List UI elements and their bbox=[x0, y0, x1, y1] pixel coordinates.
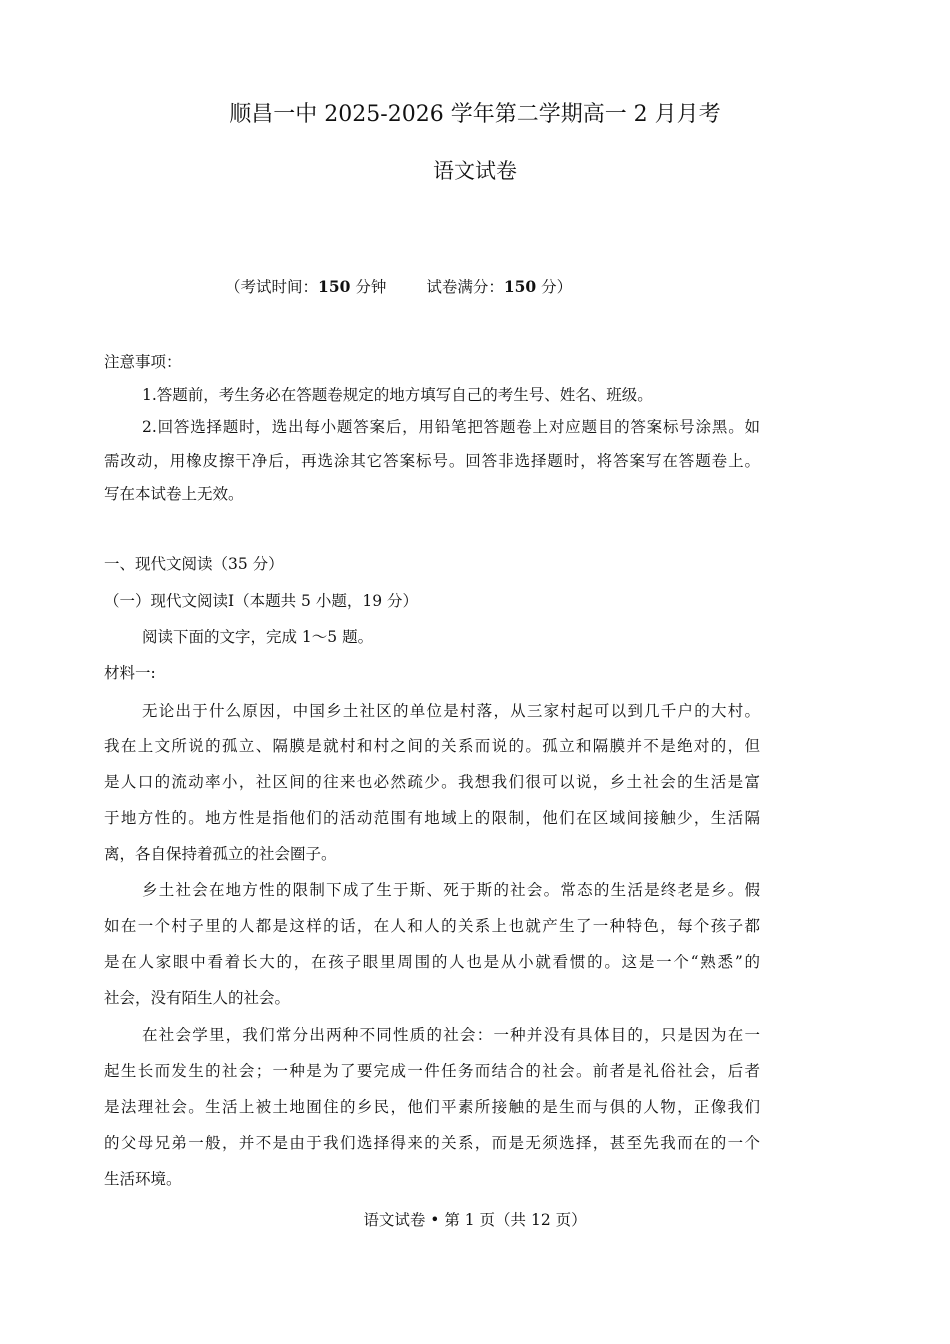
passage-p2-line-4: 社会，没有陌生人的社会。 bbox=[104, 989, 291, 1007]
passage-p3-line-1: 在社会学里，我们常分出两种不同性质的社会：一种并没有具体目的，只是因为在一 bbox=[142, 1026, 760, 1044]
passage-p3-line-5: 生活环境。 bbox=[104, 1170, 182, 1188]
score-label: 试卷满分： bbox=[426, 278, 504, 296]
time-label: 考试时间： bbox=[240, 278, 319, 296]
exam-title: 顺昌一中 2025-2026 学年第二学期高一 2 月月考 bbox=[229, 102, 721, 127]
passage-p3-line-4: 的父母兄弟一般，并不是由于我们选择得来的关系，而是无须选择，甚至先我而在的一个 bbox=[104, 1134, 760, 1152]
score-value: 150 bbox=[503, 277, 537, 296]
time-value: 150 bbox=[318, 277, 351, 296]
notice-item-2-line-3: 写在本试卷上无效。 bbox=[104, 485, 244, 503]
sub-section-heading: （一）现代文阅读Ⅰ（本题共 5 小题，19 分） bbox=[104, 592, 418, 610]
time-unit: 分钟 bbox=[350, 278, 387, 296]
passage-p3-line-3: 是法理社会。生活上被土地囿住的乡民，他们平素所接触的是生而与俱的人物，正像我们 bbox=[104, 1098, 760, 1116]
instruction-text: 阅读下面的文字，完成 1～5 题。 bbox=[142, 628, 374, 646]
notice-heading: 注意事项： bbox=[104, 353, 182, 371]
passage-p1-line-4: 于地方性的。地方性是指他们的活动范围有地域上的限制，他们在区域间接触少，生活隔 bbox=[104, 809, 760, 827]
exam-info bbox=[225, 275, 572, 297]
exam-info-open: （ bbox=[225, 278, 241, 296]
passage-p2-line-1: 乡土社会在地方性的限制下成了生于斯、死于斯的社会。常态的生活是终老是乡。假 bbox=[142, 881, 760, 899]
notice-item-2-line-1: 2.回答选择题时，选出每小题答案后，用铅笔把答题卷上对应题目的答案标号涂黑。如 bbox=[142, 418, 760, 436]
notice-item-2-line-2: 需改动，用橡皮擦干净后，再选涂其它答案标号。回答非选择题时，将答案写在答题卷上。 bbox=[104, 452, 760, 470]
passage-p1-line-1: 无论出于什么原因，中国乡土社区的单位是村落，从三家村起可以到几千户的大村。 bbox=[142, 702, 760, 720]
material-label: 材料一: bbox=[104, 664, 156, 682]
score-unit: 分） bbox=[536, 278, 573, 296]
exam-subtitle: 语文试卷 bbox=[433, 159, 517, 183]
passage-p1-line-3: 是人口的流动率小，社区间的往来也必然疏少。我想我们很可以说，乡土社会的生活是富 bbox=[104, 773, 760, 791]
section-heading: 一、现代文阅读（35 分） bbox=[104, 555, 284, 573]
passage-p1-line-2: 我在上文所说的孤立、隔膜是就村和村之间的关系而说的。孤立和隔膜并不是绝对的，但 bbox=[104, 737, 760, 755]
passage-p2-line-3: 是在人家眼中看着长大的，在孩子眼里周围的人也是从小就看惯的。这是一个“熟悉”的 bbox=[104, 953, 760, 971]
page-footer: 语文试卷 • 第 1 页（共 12 页） bbox=[363, 1211, 587, 1229]
passage-p3-line-2: 起生长而发生的社会；一种是为了要完成一件任务而结合的社会。前者是礼俗社会，后者 bbox=[104, 1062, 760, 1080]
notice-item-1: 1.答题前，考生务必在答题卷规定的地方填写自己的考生号、姓名、班级。 bbox=[142, 386, 653, 404]
passage-p1-line-5: 离，各自保持着孤立的社会圈子。 bbox=[104, 845, 337, 863]
passage-p2-line-2: 如在一个村子里的人都是这样的话，在人和人的关系上也就产生了一种特色，每个孩子都 bbox=[104, 917, 760, 935]
